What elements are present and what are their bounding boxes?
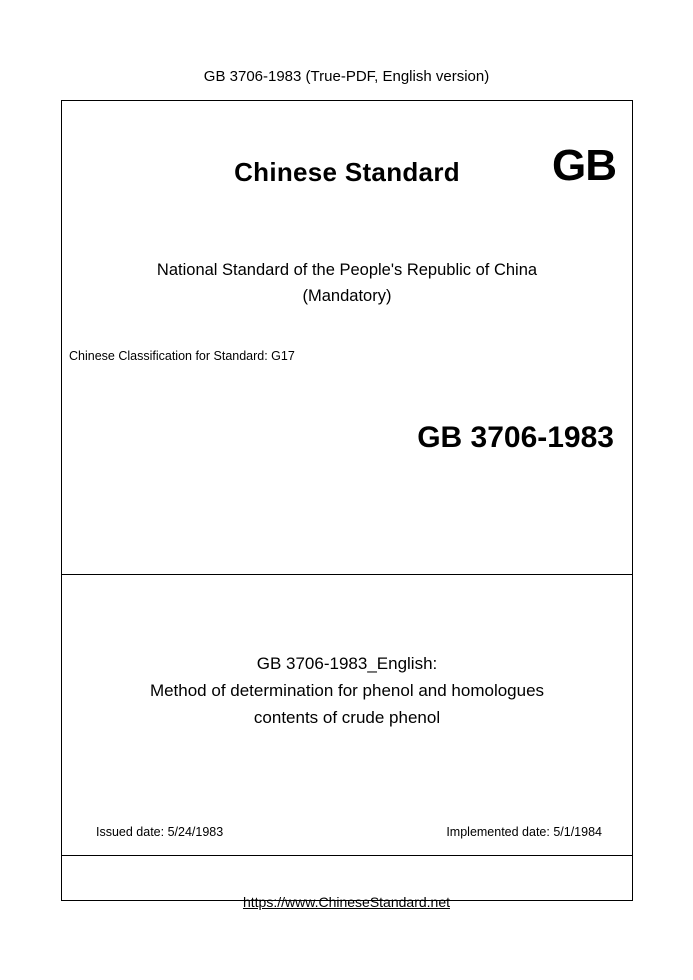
cover-lower-section [62,575,632,856]
classification-text: Chinese Classification for Standard: G17 [69,349,295,363]
cover-title: Chinese Standard [234,157,460,187]
english-title-line1: GB 3706-1983_English: [256,654,438,673]
footer-url[interactable]: https://www.ChineseStandard.net [242,894,450,910]
cover-subtitle [62,257,632,309]
cover-subtitle-line1: National Standard of the People's Republic of China [156,261,538,279]
english-title-line2: Method of determination for phenol and homologues [149,681,545,700]
english-title-block [62,650,632,731]
standard-number: GB 3706-1983 [417,421,614,454]
english-title-line3: contents of crude phenol [253,708,441,727]
page-header-text: GB 3706-1983 (True-PDF, English version) [203,68,490,85]
issued-date: Issued date: 5/24/1983 [96,825,224,839]
cover-upper-section [62,101,632,575]
cover-subtitle-line2: (Mandatory) [302,287,392,305]
implemented-date: Implemented date: 5/1/1984 [446,825,602,839]
gb-logo: GB [552,141,616,190]
cover-frame [61,100,633,901]
